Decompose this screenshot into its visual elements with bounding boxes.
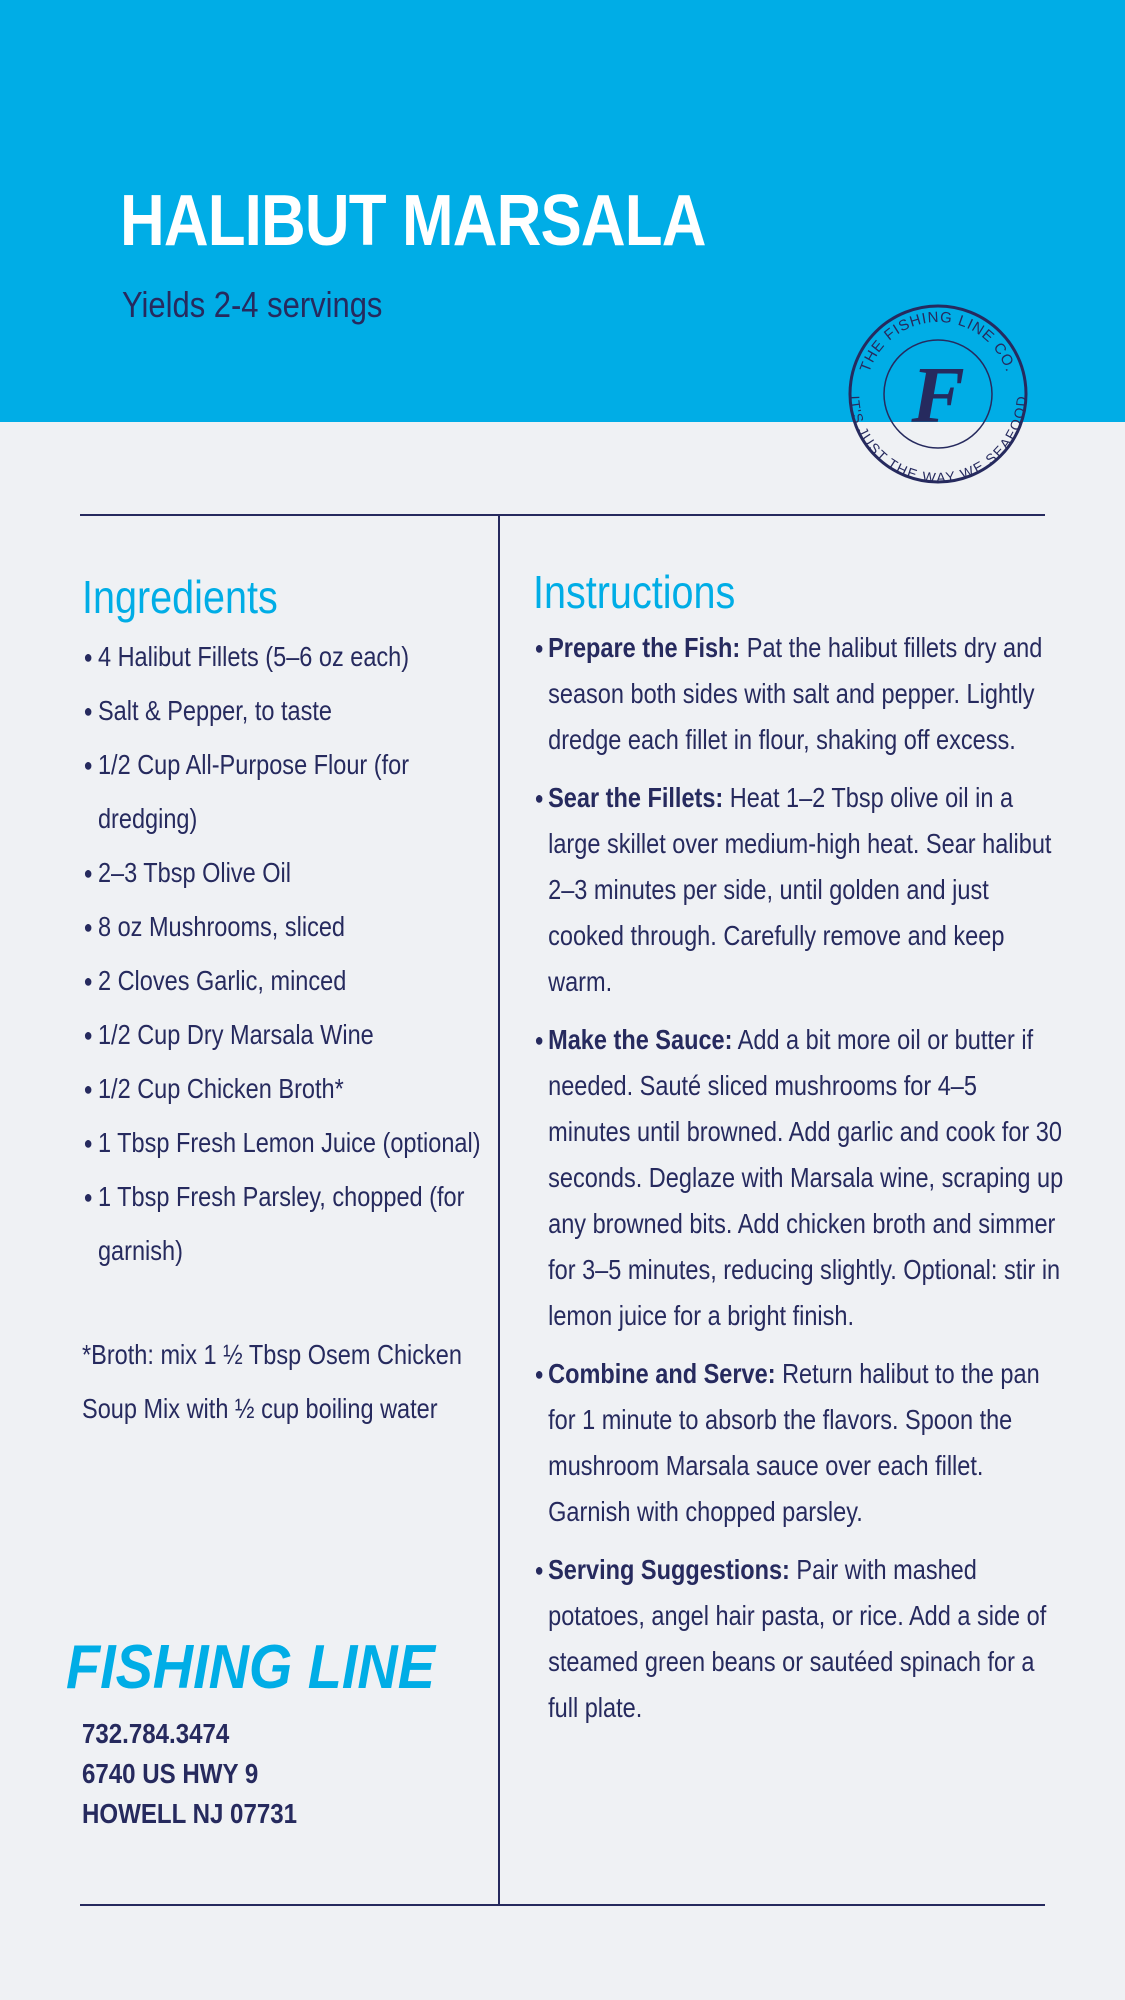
instruction-step bbox=[533, 775, 1064, 1005]
step-text: Pat the halibut fillets dry and season both sides with salt and pepper. Lightly dredge each fillet in flour, shaking off excess. bbox=[548, 632, 1043, 755]
bullet-icon: ● bbox=[83, 917, 93, 937]
instructions-heading: Instructions bbox=[533, 566, 736, 618]
step-text: Add a bit more oil or butter if needed. Sauté sliced mushrooms for 4–5 minutes until browned. Add garlic and cook for 30 seconds. Deglaze with Marsala wine, scraping up any browned bits. Add chicken broth and simmer for 3–5 minutes, reducing slightly. Optional: stir in lemon juice for a bright finish. bbox=[548, 1024, 1064, 1331]
step-title: Sear the Fillets: bbox=[548, 782, 724, 813]
bullet-icon: ● bbox=[83, 1025, 93, 1045]
seal-bottom-text: IT'S JUST THE WAY WE SEAFOOD bbox=[846, 395, 1030, 486]
recipe-yield: Yields 2-4 servings bbox=[122, 284, 383, 325]
instructions-list bbox=[533, 625, 1064, 1731]
top-divider bbox=[80, 514, 1045, 516]
contact-info bbox=[82, 1714, 297, 1834]
ingredient-text: 8 oz Mushrooms, sliced bbox=[97, 911, 346, 942]
step-title: Combine and Serve: bbox=[548, 1358, 776, 1389]
ingredient-text: 1 Tbsp Fresh Parsley, chopped (for garnish) bbox=[97, 1181, 465, 1266]
ingredients-heading: Ingredients bbox=[82, 571, 278, 623]
ingredient-item bbox=[82, 684, 482, 738]
bullet-icon: ● bbox=[534, 1560, 544, 1580]
ingredient-item bbox=[82, 1062, 482, 1116]
brand-seal-logo bbox=[838, 294, 1038, 494]
bottom-divider bbox=[80, 1904, 1045, 1906]
ingredient-text: 2–3 Tbsp Olive Oil bbox=[97, 857, 292, 888]
brand-wordmark: FISHING LINE bbox=[66, 1633, 435, 1702]
ingredient-item bbox=[82, 1170, 482, 1278]
instruction-step bbox=[533, 625, 1064, 763]
instruction-step bbox=[533, 1017, 1064, 1339]
bullet-icon: ● bbox=[534, 638, 544, 658]
seal-monogram: F bbox=[911, 352, 965, 440]
ingredient-text: Salt & Pepper, to taste bbox=[97, 695, 333, 726]
bullet-icon: ● bbox=[83, 1079, 93, 1099]
bullet-icon: ● bbox=[83, 1187, 93, 1207]
bullet-icon: ● bbox=[83, 1133, 93, 1153]
bullet-icon: ● bbox=[534, 1364, 544, 1384]
bullet-icon: ● bbox=[83, 755, 93, 775]
step-text: Return halibut to the pan for 1 minute to absorb the flavors. Spoon the mushroom Marsala sauce over each fillet. Garnish with chopped parsley. bbox=[548, 1358, 1040, 1527]
ingredient-item bbox=[82, 954, 482, 1008]
instruction-step bbox=[533, 1547, 1064, 1731]
bullet-icon: ● bbox=[83, 971, 93, 991]
ingredient-item bbox=[82, 738, 482, 846]
bullet-icon: ● bbox=[534, 788, 544, 808]
step-title: Serving Suggestions: bbox=[548, 1554, 790, 1585]
instruction-step bbox=[533, 1351, 1064, 1535]
instructions-section bbox=[533, 565, 1063, 1743]
ingredient-text: 1/2 Cup All-Purpose Flour (for dredging) bbox=[97, 749, 410, 834]
bullet-icon: ● bbox=[83, 701, 93, 721]
ingredient-item bbox=[82, 1008, 482, 1062]
step-text: Pair with mashed potatoes, angel hair pasta, or rice. Add a side of steamed green beans or sautéed spinach for a full plate. bbox=[548, 1554, 1047, 1723]
ingredient-item bbox=[82, 900, 482, 954]
address-city: HOWELL NJ 07731 bbox=[82, 1798, 298, 1829]
bullet-icon: ● bbox=[534, 1030, 544, 1050]
bullet-icon: ● bbox=[83, 647, 93, 667]
broth-note: *Broth: mix 1 ½ Tbsp Osem Chicken Soup Mix with ½ cup boiling water bbox=[82, 1339, 462, 1424]
ingredients-list bbox=[82, 630, 482, 1278]
seal-top-text: THE FISHING LINE CO. bbox=[856, 308, 1020, 375]
ingredient-text: 1 Tbsp Fresh Lemon Juice (optional) bbox=[97, 1127, 481, 1158]
ingredient-item bbox=[82, 630, 482, 684]
recipe-title: HALIBUT MARSALA bbox=[120, 181, 706, 261]
address-street: 6740 US HWY 9 bbox=[82, 1758, 259, 1789]
bullet-icon: ● bbox=[83, 863, 93, 883]
phone-number: 732.784.3474 bbox=[82, 1718, 230, 1749]
ingredient-item bbox=[82, 1116, 482, 1170]
ingredient-text: 1/2 Cup Dry Marsala Wine bbox=[97, 1019, 374, 1050]
step-text: Heat 1–2 Tbsp olive oil in a large skillet over medium-high heat. Sear halibut 2–3 minutes per side, until golden and just cooked through. Carefully remove and keep warm. bbox=[548, 782, 1052, 997]
step-title: Prepare the Fish: bbox=[548, 632, 741, 663]
ingredient-text: 1/2 Cup Chicken Broth* bbox=[97, 1073, 344, 1104]
ingredient-text: 4 Halibut Fillets (5–6 oz each) bbox=[97, 641, 410, 672]
column-divider bbox=[498, 514, 500, 1906]
ingredient-item bbox=[82, 846, 482, 900]
ingredient-text: 2 Cloves Garlic, minced bbox=[97, 965, 347, 996]
ingredients-section bbox=[82, 570, 482, 1436]
step-title: Make the Sauce: bbox=[548, 1024, 733, 1055]
